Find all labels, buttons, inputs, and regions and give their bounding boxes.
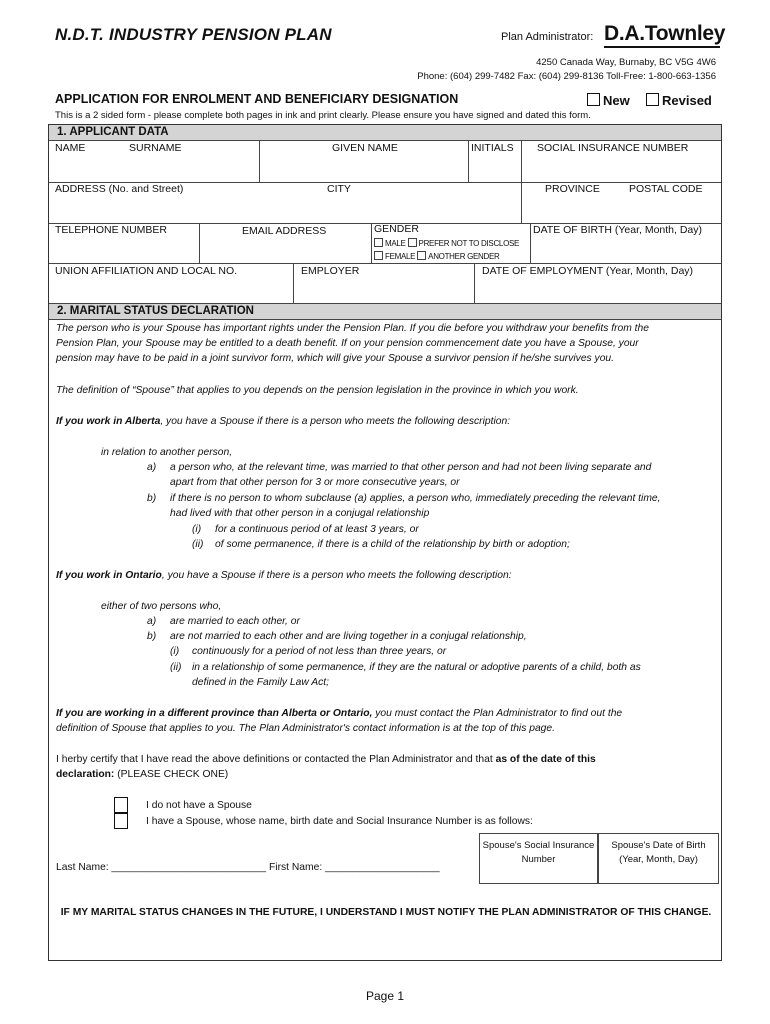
- email-label: EMAIL ADDRESS: [242, 225, 327, 237]
- townley-logo: D.A.Townley: [604, 22, 726, 45]
- alberta-b-label: b): [147, 493, 157, 504]
- administrator-address: 4250 Canada Way, Burnaby, BC V5G 4W6: [536, 57, 716, 68]
- initials-label: INITIALS: [471, 142, 514, 154]
- province-label: PROVINCE: [545, 183, 600, 195]
- ontario-i: continuously for a period of not less than three years, or: [192, 646, 447, 657]
- ontario-b-label: b): [147, 631, 157, 642]
- has-spouse-checkbox[interactable]: [114, 813, 128, 834]
- doe-label: DATE OF EMPLOYMENT (Year, Month, Day): [482, 265, 694, 277]
- section-2-header: 2. MARITAL STATUS DECLARATION: [49, 304, 721, 319]
- ontario-ii-line-2: defined in the Family Law Act;: [192, 677, 329, 688]
- alberta-b-line-1: if there is no person to whom subclause (a) applies, a person who, immediately preceding the relevant time,: [170, 493, 661, 504]
- no-spouse-label: I do not have a Spouse: [146, 800, 252, 811]
- dob-label: DATE OF BIRTH (Year, Month, Day): [533, 224, 703, 236]
- revised-checkbox[interactable]: [646, 93, 659, 106]
- female-checkbox[interactable]: [374, 251, 383, 260]
- ontario-ii-label: (ii): [170, 662, 182, 673]
- prefer-not-checkbox[interactable]: [408, 238, 417, 247]
- plan-title: N.D.T. INDUSTRY PENSION PLAN: [55, 25, 332, 44]
- marital-change-warning: IF MY MARITAL STATUS CHANGES IN THE FUTURE, I UNDERSTAND I MUST NOTIFY THE PLAN ADMINISTRATOR OF THIS CHANGE.: [60, 907, 712, 918]
- form-title: APPLICATION FOR ENROLMENT AND BENEFICIARY DESIGNATION: [55, 92, 459, 106]
- given-name-label: GIVEN NAME: [332, 142, 398, 154]
- alberta-ii: of some permanence, if there is a child of the relationship by birth or adoption;: [215, 539, 570, 550]
- spouse-name-line[interactable]: Last Name: ___________________________ First Name: ____________________: [56, 862, 440, 873]
- spouse-sin-field[interactable]: Spouse's Social Insurance Number: [479, 833, 598, 884]
- alberta-i-label: (i): [192, 524, 202, 535]
- certify-line-1: I herby certify that I have read the above definitions or contacted the Plan Administrator and that as of the date of this: [56, 754, 596, 765]
- form-instruction: This is a 2 sided form - please complete both pages in ink and print clearly. Please ensure you have signed and dated this form.: [55, 110, 591, 121]
- other-province-line-2: definition of Spouse that applies to you. The Plan Administrator's contact information is at the top of this page.: [56, 723, 555, 734]
- sin-label: SOCIAL INSURANCE NUMBER: [537, 142, 689, 154]
- section-1-header: 1. APPLICANT DATA: [49, 125, 721, 140]
- other-province-line-1: If you are working in a different province than Alberta or Ontario, you must contact the Plan Administrator to find out the: [56, 708, 623, 719]
- plan-administrator-label: Plan Administrator:: [501, 31, 594, 43]
- definition-intro: The definition of “Spouse” that applies to you depends on the pension legislation in the province in which you work.: [56, 385, 579, 396]
- gender-label: GENDER: [374, 223, 419, 235]
- new-checkbox[interactable]: [587, 93, 600, 106]
- ontario-ii-line-1: in a relationship of some permanence, if they are the natural or adoptive parents of a child, both as: [192, 662, 641, 673]
- alberta-a-line-1: a person who, at the relevant time, was married to that other person and had not been living separate and: [170, 462, 652, 473]
- alberta-a-label: a): [147, 462, 157, 473]
- alberta-intro: in relation to another person,: [101, 447, 233, 458]
- option-new[interactable]: New: [587, 93, 630, 108]
- logo-underline: [604, 46, 720, 48]
- ontario-a-label: a): [147, 616, 157, 627]
- ontario-b: are not married to each other and are living together in a conjugal relationship,: [170, 631, 527, 642]
- option-revised[interactable]: Revised: [646, 93, 712, 108]
- ontario-i-label: (i): [170, 646, 180, 657]
- city-label: CITY: [327, 183, 351, 195]
- certify-line-2: declaration: (PLEASE CHECK ONE): [56, 769, 229, 780]
- alberta-b-line-2: had lived with that other person in a conjugal relationship: [170, 508, 430, 519]
- union-label: UNION AFFILIATION AND LOCAL NO.: [55, 265, 238, 277]
- ontario-heading: If you work in Ontario, you have a Spouse if there is a person who meets the following description:: [56, 570, 512, 581]
- telephone-label: TELEPHONE NUMBER: [55, 224, 168, 236]
- administrator-phone: Phone: (604) 299-7482 Fax: (604) 299-8136 Toll-Free: 1-800-663-1356: [417, 71, 716, 82]
- spouse-rights-line-2: Pension Plan, your Spouse may be entitled to a death benefit. If on your pension commencement date you have a Spouse, your: [56, 338, 639, 349]
- address-label: ADDRESS (No. and Street): [55, 183, 184, 195]
- alberta-ii-label: (ii): [192, 539, 204, 550]
- ontario-intro: either of two persons who,: [101, 601, 222, 612]
- gender-female-option[interactable]: FEMALE ANOTHER GENDER: [374, 251, 500, 261]
- spouse-rights-line-3: pension may have to be paid in a joint survivor form, which will give your Spouse a survivor pension if he/she survives you.: [56, 353, 615, 364]
- spouse-rights-line-1: The person who is your Spouse has important rights under the Pension Plan. If you die before you withdraw your benefits from the: [56, 323, 649, 334]
- surname-label: SURNAME: [129, 142, 182, 154]
- alberta-a-line-2: apart from that other person for 3 or more consecutive years, or: [170, 477, 460, 488]
- gender-male-option[interactable]: MALE PREFER NOT TO DISCLOSE: [374, 238, 519, 248]
- alberta-i: for a continuous period of at least 3 years, or: [215, 524, 419, 535]
- page-number: Page 1: [365, 989, 405, 1003]
- form-frame: [48, 124, 722, 961]
- name-label: NAME: [55, 142, 86, 154]
- male-checkbox[interactable]: [374, 238, 383, 247]
- spouse-dob-field[interactable]: Spouse's Date of Birth (Year, Month, Day): [598, 833, 719, 884]
- alberta-heading: If you work in Alberta, you have a Spouse if there is a person who meets the following description:: [56, 416, 511, 427]
- employer-label: EMPLOYER: [301, 265, 360, 277]
- another-gender-checkbox[interactable]: [417, 251, 426, 260]
- has-spouse-label: I have a Spouse, whose name, birth date and Social Insurance Number is as follows:: [146, 816, 533, 827]
- ontario-a: are married to each other, or: [170, 616, 300, 627]
- postal-code-label: POSTAL CODE: [629, 183, 703, 195]
